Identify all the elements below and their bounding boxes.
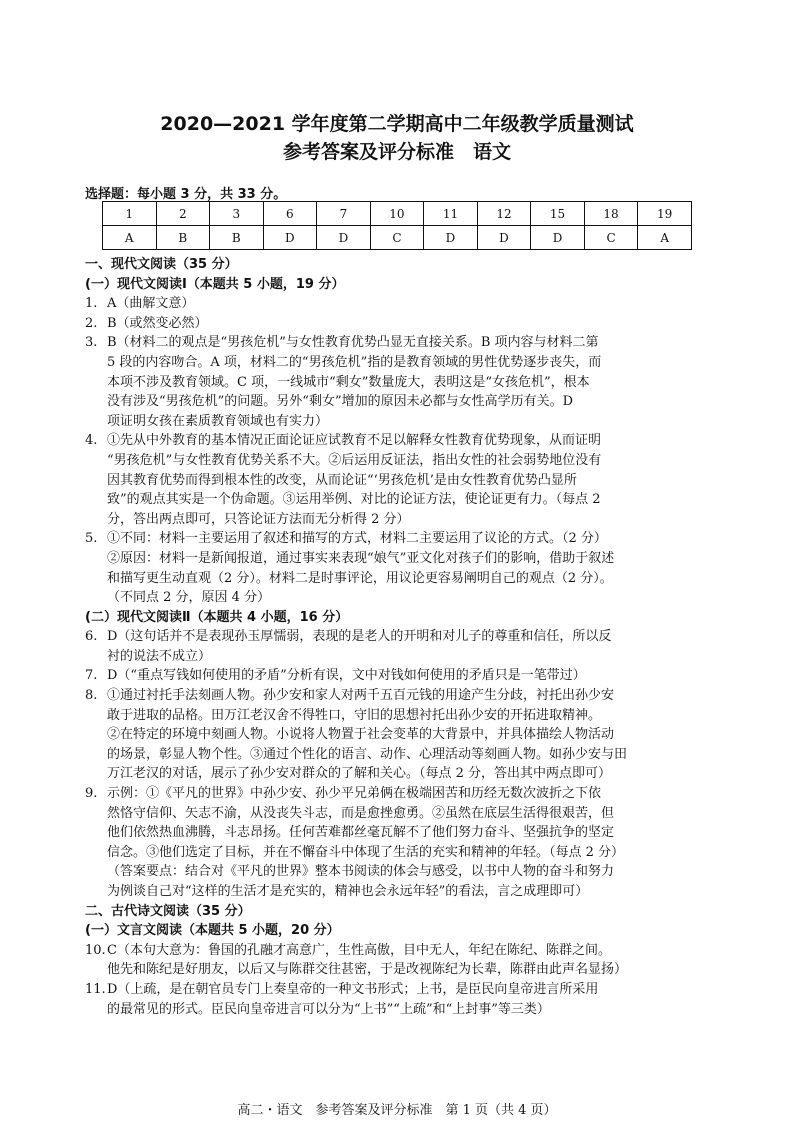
item-number: 10.: [85, 942, 106, 958]
table-cell: D: [263, 226, 317, 250]
answer-text: “男孩危机”与女性教育优势关系不大。②后运用反证法，指出女性的社会弱势地位没有: [107, 452, 602, 468]
item-number: 4.: [85, 433, 98, 449]
answer-text: 的场景，彰显人物个性。③通过个性化的语言、动作、心理活动等刻画人物。如孙少安与田: [107, 746, 628, 762]
table-cell: A: [103, 226, 157, 250]
answer-text: 分，答出两点即可，只答论证方法而无分析得 2 分）: [107, 511, 410, 527]
answer-text: 万江老汉的对话，展示了孙少安对群众的了解和关心。（每点 2 分，答出其中两点即可）: [107, 766, 612, 782]
question-number-row: [103, 202, 692, 226]
table-cell: D: [424, 226, 478, 250]
answer-text: （不同点 2 分，原因 4 分）: [107, 590, 271, 606]
answer-text: 致”的观点其实是一个伪命题。③运用举例、对比的论证方法，使论证更有力。（每点 2: [107, 492, 601, 508]
table-cell: A: [638, 226, 692, 250]
answer-text: 项证明女孩在素质教育领域也有实力）: [107, 413, 329, 429]
answer-text: 本项不涉及教育领域。C 项，一线城市“剩女”数量庞大，表明这是“女孩危机”，根本: [107, 374, 590, 390]
table-cell: 3: [210, 202, 264, 226]
table-cell: 10: [370, 202, 424, 226]
answer-item: [85, 980, 715, 1019]
answer-text: ①通过衬托手法刻画人物。孙少安和家人对两千五百元钱的用途产生分歧，衬托出孙少安: [107, 688, 615, 704]
table-cell: D: [477, 226, 531, 250]
part-heading: (二）现代文阅读Ⅱ（本题共 4 小题，16 分）: [85, 609, 349, 625]
table-cell: 18: [584, 202, 638, 226]
answer-text: 因其教育优势而得到根本性的改变，从而论证“‘男孩危机’是由女性教育优势凸显所: [107, 472, 577, 488]
answer-text: 和描写更生动直观（2 分）。材料二是时事评论，用议论更容易阐明自己的观点（2 分）。: [107, 570, 613, 586]
answer-row: [103, 226, 692, 250]
answer-item: [85, 314, 715, 334]
table-cell: 6: [263, 202, 317, 226]
answer-text: 示例：①《平凡的世界》中孙少安、孙少平兄弟俩在极端困苦和历经无数次波折之下依: [107, 786, 602, 802]
table-cell: 12: [477, 202, 531, 226]
answer-item: [85, 666, 715, 686]
answer-text: ①不同：材料一主要运用了叙述和描写的方式，材料二主要运用了议论的方式。（2 分）: [107, 531, 607, 547]
answer-item: [85, 627, 715, 666]
answer-text: ②原因：材料一是新闻报道，通过事实来表现“娘气”亚文化对孩子们的影响，借助于叙述: [107, 550, 615, 566]
mc-header: 选择题：每小题 3 分，共 33 分。: [85, 187, 287, 202]
answer-text: 信念。③他们选定了目标，并在不懈奋斗中体现了生活的充实和精神的年轻。（每点 2 分）: [107, 844, 625, 860]
item-number: 3.: [85, 335, 98, 351]
answer-item: [85, 784, 715, 902]
answer-text: B（或然变必然）: [107, 315, 208, 331]
answer-item: [85, 333, 715, 431]
item-number: 6.: [85, 629, 98, 645]
table-cell: C: [370, 226, 424, 250]
item-number: 11.: [85, 981, 106, 997]
item-number: 2.: [85, 315, 98, 331]
table-cell: 15: [531, 202, 585, 226]
answer-item: [85, 941, 715, 980]
answer-text: 的最常见的形式。臣民向皇帝进言可以分为“上书”“上疏”和“上封事”等三类）: [107, 1001, 550, 1017]
table-cell: 7: [317, 202, 371, 226]
table-cell: 2: [156, 202, 210, 226]
answer-text: ①先从中外教育的基本情况正面论证应试教育不足以解释女性教育优势现象，从而证明: [107, 433, 602, 449]
table-cell: B: [210, 226, 264, 250]
section-heading: 一、现代文阅读（35 分）: [85, 257, 238, 272]
item-number: 7.: [85, 668, 98, 684]
answer-text: D（这句话并不是表现孙玉厚懦弱，表现的是老人的开明和对儿子的尊重和信任，所以反: [107, 629, 612, 645]
answer-text: B（材料二的观点是“男孩危机”与女性教育优势凸显无直接关系。B 项内容与材料二第: [107, 335, 599, 351]
answer-text: D（上疏，是在朝官员专门上奏皇帝的一种文书形式；上书，是臣民向皇帝进言所采用: [107, 981, 599, 997]
table-cell: D: [317, 226, 371, 250]
item-number: 8.: [85, 688, 98, 704]
answer-text: 敢于进取的品格。田万江老汉舍不得牲口，守旧的思想衬托出孙少安的开拓进取精神。: [107, 707, 602, 723]
answer-text: C（本句大意为：鲁国的孔融才高意广，生性高傲，目中无人，年纪在陈纪、陈群之间。: [107, 942, 611, 958]
answer-text: （答案要点：结合对《平凡的世界》整本书阅读的体会与感受，以书中人物的奋斗和努力: [107, 864, 615, 880]
section-heading: 二、古代诗文阅读（35 分）: [85, 903, 251, 919]
answer-item: [85, 294, 715, 314]
document-title: 2020—2021 学年度第二学期高中二年级教学质量测试: [160, 113, 634, 135]
table-cell: B: [156, 226, 210, 250]
answer-text: A（曲解文意）: [107, 296, 195, 312]
answer-text: 他们依然热血沸腾，斗志昂扬。任何苦难都丝毫瓦解不了他们努力奋斗、坚强抗争的坚定: [107, 825, 615, 841]
item-number: 9.: [85, 786, 98, 802]
answer-item: [85, 529, 715, 607]
answer-content: [85, 255, 715, 1019]
answer-text: ②在特定的环境中刻画人物。小说将人物置于社会变革的大背景中，并具体描绘人物活动: [107, 727, 615, 743]
answer-text: 衬的说法不成立）: [107, 648, 212, 664]
answer-text: 5 段的内容吻合。A 项，材料二的“男孩危机”指的是教育领域的男性优势逐步丧失，而: [107, 354, 602, 370]
part-heading: (一）现代文阅读Ⅰ（本题共 5 小题，19 分）: [85, 276, 345, 292]
answer-item: [85, 686, 715, 784]
item-number: 1.: [85, 296, 98, 312]
page-footer: 高二・语文 参考答案及评分标准 第 1 页（共 4 页）: [237, 1103, 557, 1118]
table-cell: 11: [424, 202, 478, 226]
document-subtitle: 参考答案及评分标准 语文: [282, 141, 511, 163]
mc-answer-table: [102, 201, 692, 250]
answer-text: 没有涉及“男孩危机”的问题。另外“剩女”增加的原因未必都与女性高学历有关。D: [107, 394, 574, 410]
answer-text: 他先和陈纪是好朋友，以后又与陈群交往甚密，于是改视陈纪为长辈，陈群由此声名显扬）: [107, 962, 628, 978]
table-cell: 1: [103, 202, 157, 226]
table-cell: D: [531, 226, 585, 250]
table-cell: 19: [638, 202, 692, 226]
answer-item: [85, 431, 715, 529]
part-heading: (一）文言文阅读（本题共 5 小题，20 分）: [85, 923, 340, 939]
answer-text: D（“重点写钱如何使用的矛盾”分析有误，文中对钱如何使用的矛盾只是一笔带过）: [107, 668, 586, 684]
table-cell: C: [584, 226, 638, 250]
answer-text: 然恪守信仰、矢志不渝，从没丧失斗志，而是愈挫愈勇。②虽然在底层生活得很艰苦，但: [107, 805, 615, 821]
item-number: 5.: [85, 531, 98, 547]
answer-text: 为例谈自己对“这样的生活才是充实的，精神也会永远年轻”的看法，言之成理即可）: [107, 884, 589, 899]
